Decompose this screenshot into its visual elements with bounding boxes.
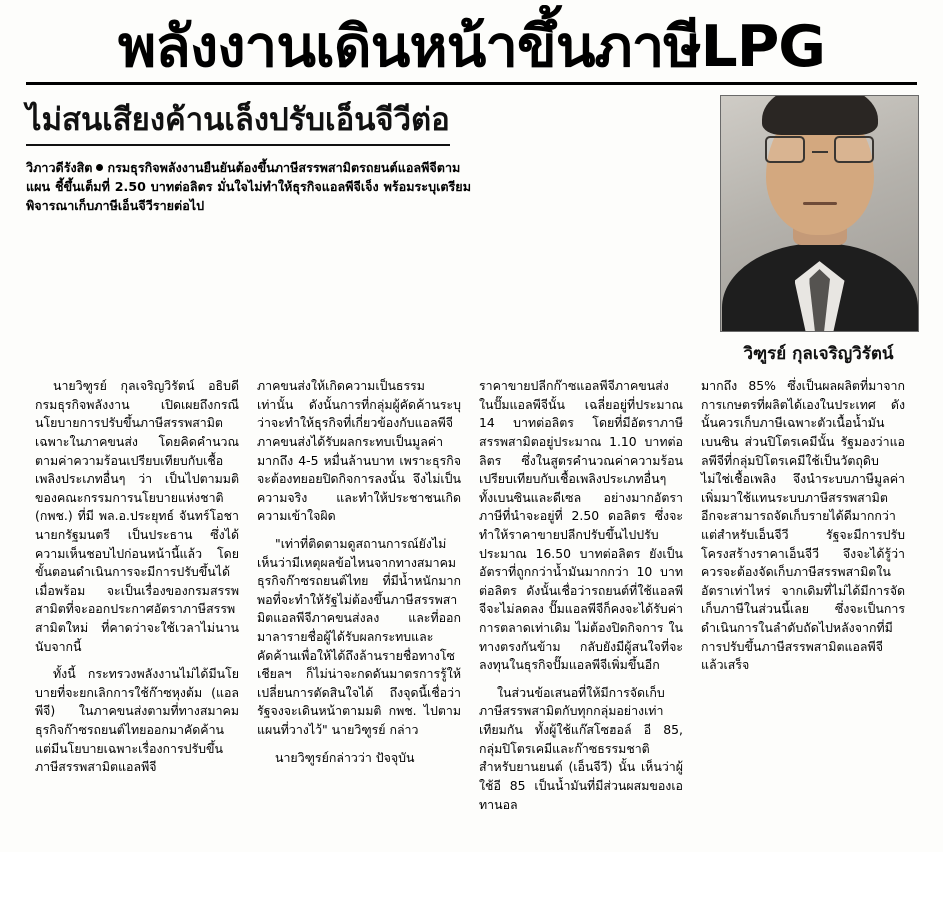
page-title: พลังงานเดินหน้าขึ้นภาษีLPG [118,14,825,80]
subhead-container [26,95,706,215]
column-2 [248,377,470,907]
column-1 [26,377,248,907]
subheadline: ไม่สนเสียงค้านเล็งปรับเอ็นจีวีต่อ [26,101,450,146]
portrait-block [720,95,917,367]
paragraph: ทั้งนี้ กระทรวงพลังงานไม่ได้มีนโยบายที่จะยกเลิกการใช้ก๊าซหุงต้ม (แอลพีจี) ในภาคขนส่งตามที่ทางสมาคมธุรกิจก๊าซรถยนต์ไทยออกมาคัดค้าน แต่มีนโยบายเฉพาะเรื่องการปรับขึ้นภาษีสรรพสามิตแอลพีจี [35,666,239,775]
glasses-left-icon [765,136,805,163]
paragraph: นายวิฑูรย์กล่าวว่า ปัจจุบัน [275,749,415,765]
portrait-mouth [803,202,837,205]
column-3 [470,377,692,907]
portrait-photo [720,95,919,332]
paragraph: ราคาขายปลีกก๊าซแอลพีจีภาคขนส่งในปั๊มแอลพีจีนั้น เฉลี่ยอยู่ที่ประมาณ 14 บาทต่อลิตร โดยที่มีอัตราภาษีสรรพสามิตอยู่ประมาณ 1.10 บาทต่อลิตร ซึ่งในสูตรคำนวณค่าความร้อนเปรียบเทียบกับเชื้อเพลิงประเภทอื่นๆ ทั้งเบนซินและดีเซล อย่างมากอัตราภาษีที่นำจะอยู่ที่ 2.50 ดอลิตร ซึ่งจะทำให้ราคาขายปลีกปรับขึ้นไปปรับประมาณ 16.50 บาทต่อลิตร ยังเป็นอัตราที่ถูกกว่าน้ำมันมากกว่า 10 บาทต่อลิตร ดังนั้นเชื่อว่ารถยนต์ที่ใช้แอลพีจีจะไม่ลดลง ปั๊มแอลพีจีก็คงจะได้รับค่าการตลาดเท่าเดิม ไม่ต้องปิดกิจการ ในทางตรงกันข้าม กลับยังมีผู้สนใจที่จะลงทุนในธุรกิจปั๊มแอลพีจีเพิ่มขึ้นอีก [479,378,683,673]
column-4 [692,377,914,907]
portrait-hair [762,95,878,135]
paragraph: ภาคขนส่งให้เกิดความเป็นธรรมเท่านั้น ดังนั้นการที่กลุ่มผู้คัดค้านระบุว่าจะทำให้ธุรกิจที่เกี่ยวข้องกับแอลพีจีภาคขนส่งได้รับผลกระทบเป็นมูลค่ามากถึง 4-5 หมื่นล้านบาท เพราะธุรกิจจะต้องทยอยปิดกิจการลงนั้น จึงไม่เป็นความจริง และทำให้ประชาชนเกิดความเข้าใจผิด [257,378,461,524]
dateline: วิภาวดีรังสิต [26,159,93,175]
lead-paragraph [26,158,471,215]
subhead-row [26,95,917,367]
headline-divider [26,82,917,85]
paragraph: นายวิฑูรย์ กุลเจริญวิรัตน์ อธิบดีกรมธุรกิจพลังงาน เปิดเผยถึงกรณีนโยบายการปรับขึ้นภาษีสรรพสามิต เฉพาะในภาคขนส่ง โดยคิดคำนวณตามค่าความร้อนเปรียบเทียบกับเชื้อเพลิงประเภทอื่นๆ ว่า เป็นไปตามมติของคณะกรรมการนโยบายแห่งชาติ (กพช.) ที่มี พล.อ.ประยุทธ์ จันทร์โอชา นายกรัฐมนตรี เป็นประธาน ซึ่งได้ความเห็นชอบไปก่อนหน้านี้แล้ว โดยขั้นตอนดำเนินการจะมีการปรับขึ้นได้เมื่อพร้อม จะเป็นเรื่องของกรมสรรพสามิตที่จะออกประกาศอัตราภาษีสรรพสามิตใหม่ ที่คาดว่าจะใช้เวลาไม่นานนับจากนี้ [35,378,239,654]
glasses-bridge-icon [812,151,828,153]
portrait-caption: วิฑูรย์ กุลเจริญวิรัตน์ [743,344,894,365]
lead-text: กรมธุรกิจพลังงานยืนยันต้องขึ้นภาษีสรรพสามิตรถยนต์แอลพีจีตามแผน ชี้ขึ้นเต็มที่ 2.50 บาทต่อลิตร มั่นใจไม่ทำให้ธุรกิจแอลพีจีเจ็ง พร้อมระบุเตรียมพิจารณาเก็บภาษีเอ็นจีวีรายต่อไป [26,159,471,214]
lead-block [26,158,471,215]
bullet-icon [96,164,103,171]
paragraph: "เท่าที่ติดตามดูสถานการณ์ยังไม่เห็นว่ามีเหตุผลข้อไหนจากทางสมาคมธุรกิจก๊าซรถยนต์ไทย ที่มีน้ำหนักมากพอที่จะทำให้รัฐไม่ต้องขึ้นภาษีสรรพสามิตแอลพีจีภาคขนส่งลง และที่ออกมาลารายชื่อผู้ได้รับผลกระทบและคัดค้านเพื่อให้ได้ถึงล้านรายชื่อทางโซเชียลฯ ก็ไม่น่าจะกดดันมาตรการรู้ให้เปลี่ยนการตัดสินใจได้ ถึงจุดนี้เชื่อว่ารัฐจงจะเดินหน้าตามมติ กพช. ไปตามแผนที่วางไว้" นายวิฑูรย์ กล่าว [257,536,461,738]
paragraph: ในส่วนข้อเสนอที่ให้มีการจัดเก็บภาษีสรรพสามิตกับทุกกลุ่มอย่างเท่าเทียมกัน ทั้งผู้ใช้แก๊สโซฮอล์ อี 85, กลุ่มปิโตรเคมีและก๊าซธรรมชาติสำหรับยานยนต์ (เอ็นจีวี) นั้น เห็นว่าผู้ใช้อี 85 เป็นน้ำมันที่มีส่วนผสมของเอทานอล [479,684,683,812]
glasses-right-icon [834,136,874,163]
paragraph: มากถึง 85% ซึ่งเป็นผลผลิตที่มาจากการเกษตรที่ผลิตได้เองในประเทศ ดังนั้นควรเก็บภาษีเฉพาะตัวเนื้อน้ำมันเบนซิน ส่วนปิโตรเคมีนั้น รัฐมองว่าแอลพีจีที่กลุ่มปิโตรเคมีใช้เป็นวัตถุดิบไม่ใช่เชื้อเพลิง จึงนำระบบภาษีมูลค่าเพิ่มมาใช้แทนระบบภาษีสรรพสามิต อีกจะสามารถจัดเก็บรายได้ดีมากกว่า แต่สำหรับเอ็นจีวี รัฐจะมีการปรับโครงสร้างราคาเอ็นจีวี จึงจะได้รู้ว่าควรจะต้องจัดเก็บภาษีสรรพสามิตใน อัตราเท่าไหร่ จากเดิมที่ไม่ได้มีการจัดเก็บภาษีในส่วนนี้เลย ซึ่งจะเป็นการดำเนินการในลำดับถัดไปหลังจากที่มีการปรับขึ้นภาษีสรรพสามิตแอลพีจีแล้วเสร็จ [701,378,905,673]
body-columns [26,377,917,907]
